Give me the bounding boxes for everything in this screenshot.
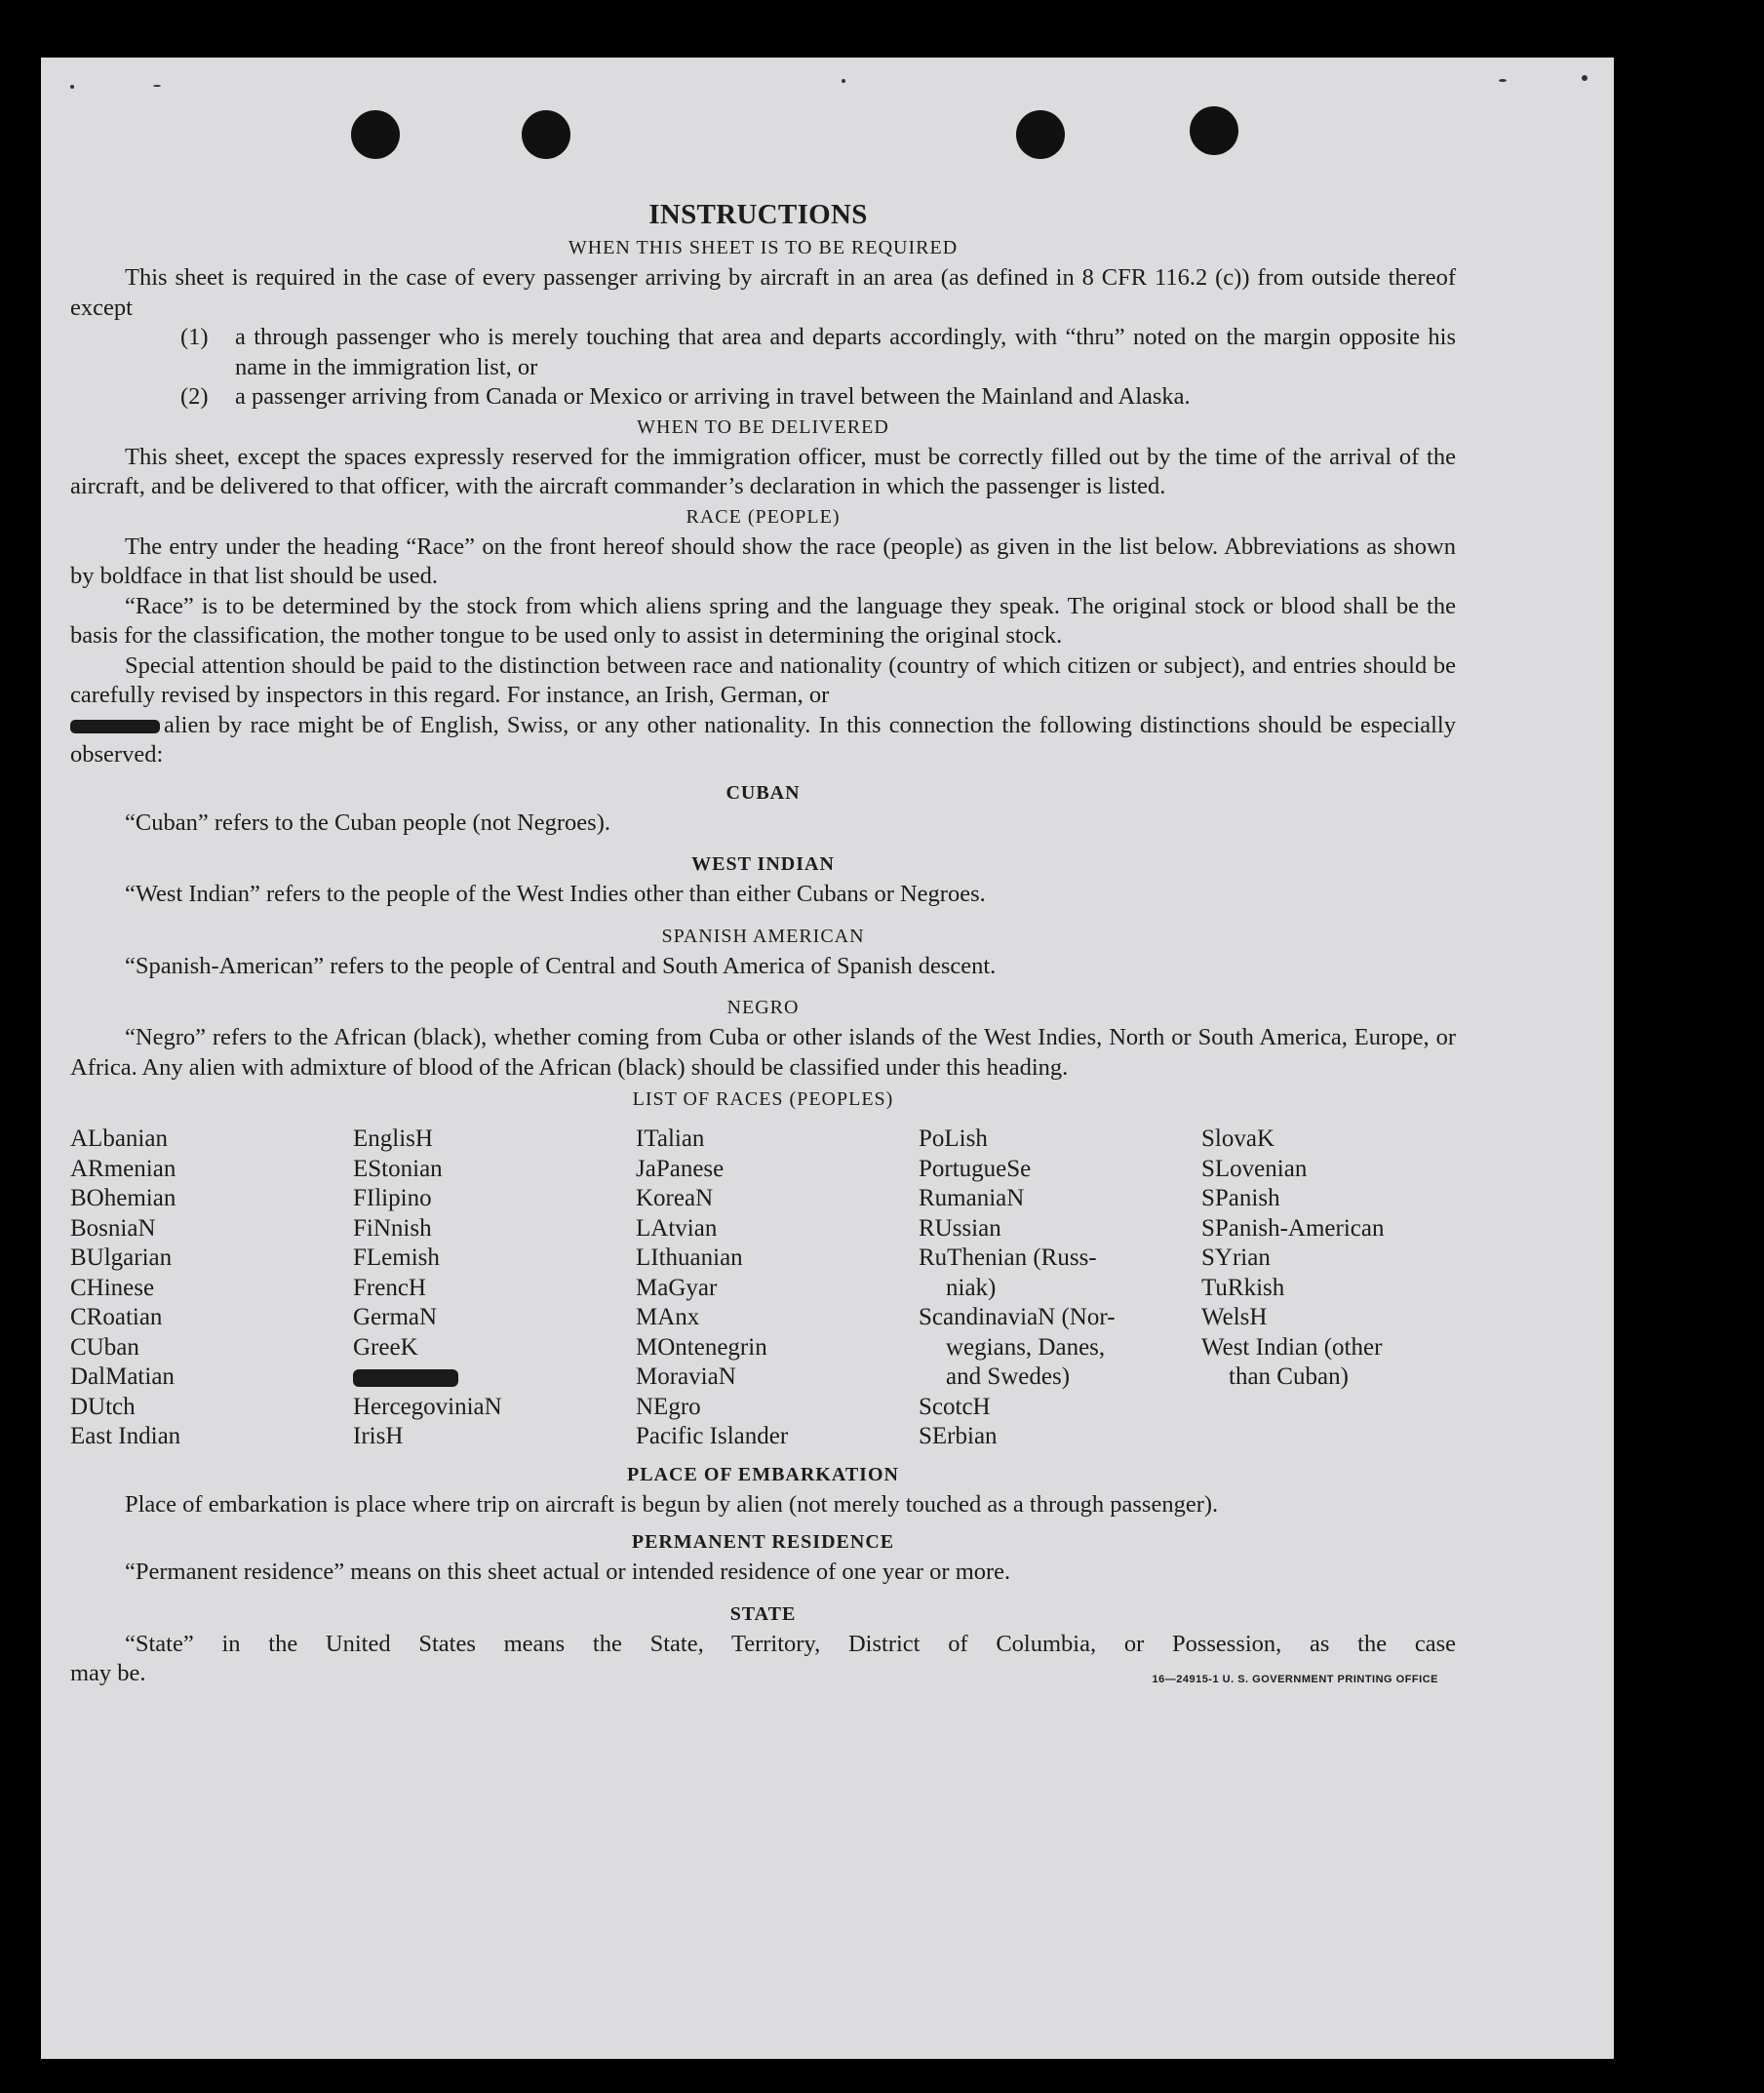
race-list-item: PortugueSe	[919, 1155, 1032, 1182]
paragraph-required: This sheet is required in the case of every passenger arriving by aircraft in an area (as defined in 8 CFR 116.2 (c)) from outside thereof except	[70, 264, 1456, 321]
race-list-item: NEgro	[636, 1393, 701, 1420]
race-list-item: East Indian	[70, 1423, 181, 1449]
race-list-item: DUtch	[70, 1393, 136, 1420]
race-list-item: FLemish	[353, 1244, 440, 1271]
race-list-item: MoraviaN	[636, 1363, 736, 1390]
race-list-item: EStonian	[353, 1155, 443, 1182]
heading-negro: NEGRO	[726, 997, 800, 1018]
race-list-item: wegians, Danes,	[946, 1333, 1106, 1361]
heading-spanish-american: SPANISH AMERICAN	[661, 925, 865, 947]
race-list-item: KoreaN	[636, 1185, 714, 1211]
race-list-item: CRoatian	[70, 1304, 163, 1330]
scan-speck	[842, 79, 845, 83]
heading-cuban: CUBAN	[725, 781, 801, 804]
footer-row	[70, 1659, 1456, 1689]
document-page	[41, 58, 1614, 2059]
race-list-item: RumaniaN	[919, 1185, 1025, 1211]
heading-race: RACE (PEOPLE)	[686, 505, 841, 528]
race-list-item: LAtvian	[636, 1214, 718, 1242]
heading-state: STATE	[729, 1602, 797, 1625]
paragraph-west-indian: “West Indian” refers to the people of the West Indies other than either Cubans or Negroes.	[125, 881, 986, 907]
race-list-item: FIlipino	[353, 1185, 432, 1211]
race-list-item: GermaN	[353, 1304, 438, 1330]
race-list-item: SPanish-American	[1201, 1214, 1385, 1242]
item-text: a through passenger who is merely touching that area and departs accordingly, with “thru” noted on the margin opposite his name in the immigration list, or	[235, 324, 1456, 380]
item-number: (1)	[180, 324, 209, 350]
heading-required: WHEN THIS SHEET IS TO BE REQUIRED	[568, 237, 959, 258]
race-list-item: Pacific Islander	[636, 1423, 789, 1449]
punch-hole	[1190, 106, 1238, 155]
race-list-item: CHinese	[70, 1274, 155, 1301]
paragraph-state-end: may be.	[70, 1660, 146, 1686]
race-list-item: ALbanian	[70, 1125, 168, 1152]
race-list-item: and Swedes)	[946, 1363, 1071, 1390]
paragraph-cuban: “Cuban” refers to the Cuban people (not Negroes).	[125, 809, 610, 836]
race-list-item: niak)	[946, 1274, 997, 1301]
race-list-item: SlovaK	[1201, 1125, 1274, 1152]
race-list-item: West Indian (other	[1201, 1333, 1383, 1361]
race-list-item: LIthuanian	[636, 1244, 743, 1271]
punch-hole	[1016, 110, 1065, 159]
race-list-item: SYrian	[1201, 1244, 1271, 1271]
race-list-item: FrencH	[353, 1274, 426, 1301]
paragraph-permanent-residence: “Permanent residence” means on this sheet actual or intended residence of one year or more.	[125, 1559, 1011, 1585]
exception-item-1	[70, 323, 1456, 382]
race-list-item: ScandinaviaN (Nor-	[919, 1304, 1116, 1330]
race-list-item: MAnx	[636, 1304, 700, 1330]
race-column-2	[353, 1125, 636, 1452]
race-list-item: SPanish	[1201, 1185, 1280, 1211]
race-list-item: BOhemian	[70, 1185, 176, 1211]
paragraph-race-3b	[70, 711, 1456, 770]
race-list-item	[353, 1362, 636, 1393]
race-list-item: ITalian	[636, 1125, 705, 1152]
race-list-item: BosniaN	[70, 1214, 156, 1242]
paragraph-race-2: “Race” is to be determined by the stock from which aliens spring and the language they speak. The original stock or blood shall be the basis for the classification, the mother tongue to be used only to assist in determining the original stock.	[70, 592, 1456, 649]
race-column-4	[919, 1125, 1201, 1452]
punch-hole	[351, 110, 400, 159]
race-list	[70, 1125, 1484, 1452]
race-list-item: IrisH	[353, 1423, 404, 1449]
race-list-item: RUssian	[919, 1214, 1001, 1242]
paragraph-race-3b-text: alien by race might be of English, Swiss, or any other nationality. In this connection the following distinctions should be especially observed:	[70, 711, 1456, 768]
page-title: INSTRUCTIONS	[648, 199, 868, 230]
race-list-item: CUban	[70, 1333, 139, 1361]
race-list-item: EnglisH	[353, 1125, 433, 1152]
paragraph-state: “State” in the United States means the State, Territory, District of Columbia, or Possession, as the case	[125, 1630, 1456, 1657]
race-list-item: FiNnish	[353, 1214, 432, 1242]
race-list-item: TuRkish	[1201, 1274, 1285, 1301]
exception-item-2	[70, 382, 1456, 413]
item-number: (2)	[180, 383, 209, 410]
scan-speck	[153, 85, 161, 87]
race-list-item: SLovenian	[1201, 1155, 1308, 1182]
race-list-item: HercegoviniaN	[353, 1393, 502, 1420]
paragraph-embarkation: Place of embarkation is place where trip on aircraft is begun by alien (not merely touched as a through passenger).	[125, 1490, 1219, 1518]
race-list-item: DalMatian	[70, 1363, 175, 1390]
paragraph-spanish-american: “Spanish-American” refers to the people of Central and South America of Spanish descent.	[125, 952, 997, 979]
heading-delivered: WHEN TO BE DELIVERED	[637, 415, 889, 438]
race-list-item: MaGyar	[636, 1274, 718, 1301]
heading-permanent-residence: PERMANENT RESIDENCE	[631, 1531, 895, 1553]
paragraph-delivered: This sheet, except the spaces expressly reserved for the immigration officer, must be correctly filled out by the time of the arrival of the aircraft, and be delivered to that officer, with the aircraft commander’s declaration in which the passenger is listed.	[70, 443, 1456, 499]
print-code: 16—24915-1 U. S. GOVERNMENT PRINTING OFFICE	[1152, 1673, 1438, 1685]
heading-list-of-races: LIST OF RACES (PEOPLES)	[632, 1088, 894, 1110]
paragraph-race-1: The entry under the heading “Race” on the front hereof should show the race (people) as given in the list below. Abbreviations as shown by boldface in that list should be used.	[70, 533, 1456, 589]
race-list-item: SErbian	[919, 1423, 998, 1449]
paragraph-negro: “Negro” refers to the African (black), whether coming from Cuba or other islands of the West Indies, North or South America, Europe, or Africa. Any alien with admixture of blood of the African (black) should be classified under this heading.	[70, 1024, 1456, 1081]
race-list-item: JaPanese	[636, 1155, 725, 1182]
paragraph-race-3a: Special attention should be paid to the distinction between race and nationality (country of which citizen or subject), and entries should be carefully revised by inspectors in this regard. For instance, an Irish, German, or	[70, 652, 1456, 708]
scan-speck	[1582, 75, 1588, 81]
heading-embarkation: PLACE OF EMBARKATION	[627, 1463, 899, 1485]
race-list-item: PoLish	[919, 1125, 988, 1152]
race-list-item: BUlgarian	[70, 1244, 173, 1271]
race-list-item: GreeK	[353, 1333, 418, 1361]
redaction-mark	[70, 720, 160, 733]
heading-west-indian: WEST INDIAN	[691, 853, 835, 875]
race-column-3	[636, 1125, 919, 1452]
scan-speck	[70, 85, 74, 89]
punch-hole	[522, 110, 570, 159]
race-column-5	[1201, 1125, 1484, 1452]
scan-speck	[1499, 79, 1507, 82]
instructions-body	[70, 199, 1456, 1689]
item-text: a passenger arriving from Canada or Mexico or arriving in travel between the Mainland and Alaska.	[235, 383, 1191, 410]
race-column-1	[70, 1125, 353, 1452]
race-list-item: MOntenegrin	[636, 1333, 767, 1361]
race-list-item: than Cuban)	[1229, 1363, 1349, 1390]
race-list-item: RuThenian (Russ-	[919, 1244, 1097, 1271]
redaction-mark	[353, 1369, 458, 1387]
race-list-item: ScotcH	[919, 1393, 991, 1420]
race-list-item: WelsH	[1201, 1304, 1268, 1330]
race-list-item: ARmenian	[70, 1155, 176, 1182]
